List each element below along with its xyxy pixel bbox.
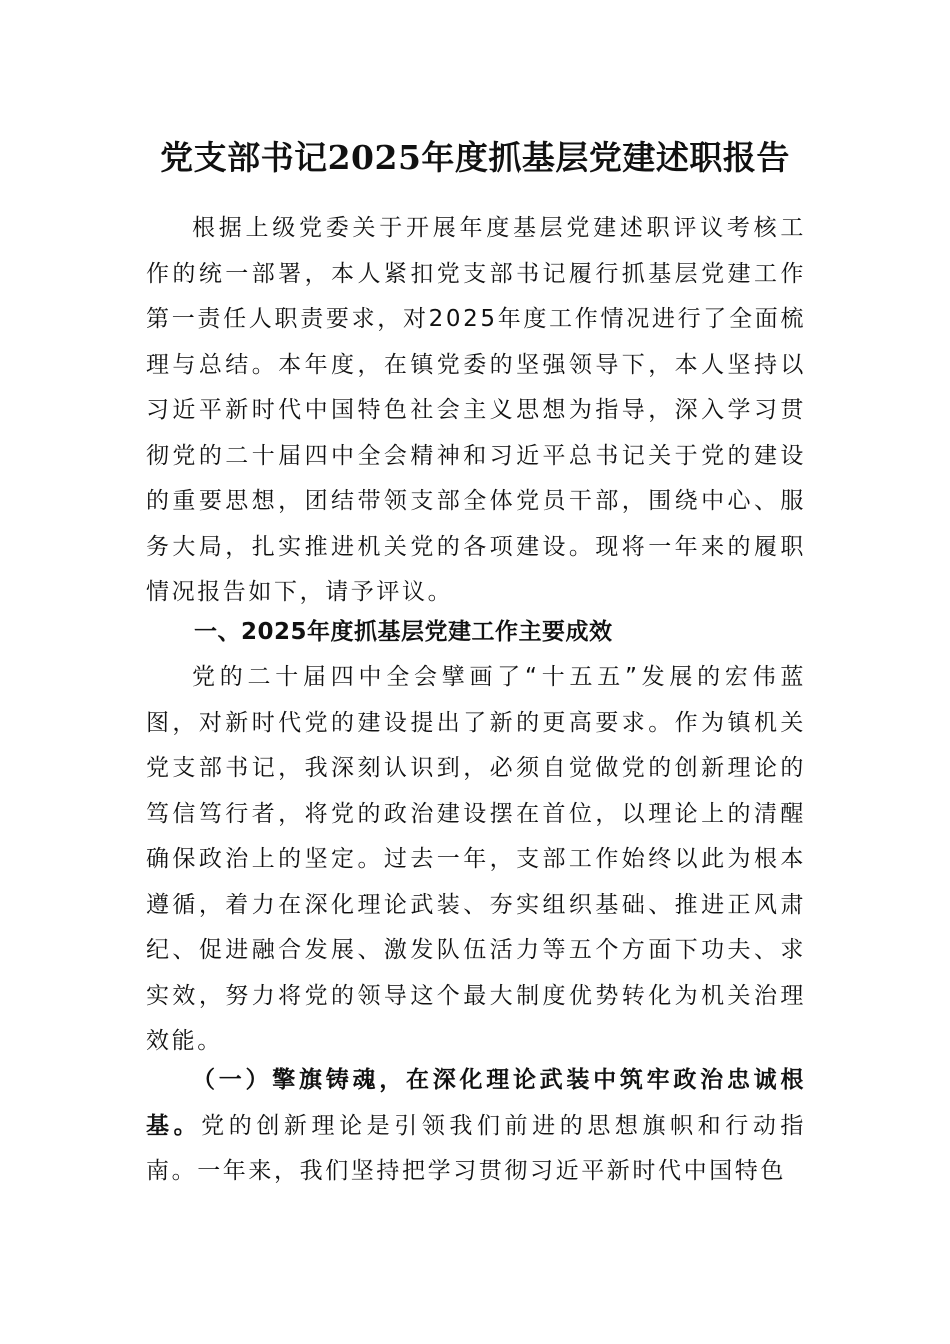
document-title: 党支部书记2025年度抓基层党建述职报告 <box>160 138 790 178</box>
subsection-text: 党的创新理论是引领我们前进的思想旗帜和行动指南。一年来，我们坚持把学习贯彻习近平新时代中国特色 <box>146 1112 807 1184</box>
section-paragraph: 党的二十届四中全会擘画了“十五五”发展的宏伟蓝图，对新时代党的建设提出了新的更高要求。作为镇机关党支部书记，我深刻认识到，必须自觉做党的创新理论的笃信笃行者，将党的政治建设摆在首位，以理论上的清醒确保政治上的坚定。过去一年，支部工作始终以此为根本遵循，着力在深化理论武装、夯实组织基础、推进正风肃纪、促进融合发展、激发队伍活力等五个方面下功夫、求实效，努力将党的领导这个最大制度优势转化为机关治理效能。 <box>146 664 806 1054</box>
section-heading: 一、2025年度抓基层党建工作主要成效 <box>194 619 613 645</box>
intro-paragraph: 根据上级党委关于开展年度基层党建述职评议考核工作的统一部署，本人紧扣党支部书记履行抓基层党建工作第一责任人职责要求，对2025年度工作情况进行了全面梳理与总结。本年度，在镇党委的坚强领导下，本人坚持以习近平新时代中国特色社会主义思想为指导，深入学习贯彻党的二十届四中全会精神和习近平总书记关于党的建设的重要思想，团结带领支部全体党员干部，围绕中心、服务大局，扎实推进机关党的各项建设。现将一年来的履职情况报告如下，请予评议。 <box>146 215 806 605</box>
subsection-heading: （一）擎旗铸魂，在深化理论武装中筑牢政治忠诚根基。 <box>146 1067 806 1139</box>
subsection-paragraph <box>146 1058 806 1195</box>
